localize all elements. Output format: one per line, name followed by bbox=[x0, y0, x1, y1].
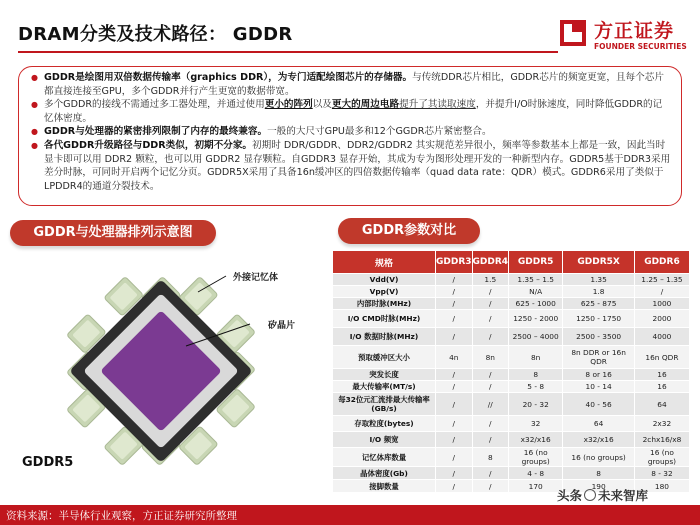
table-value-cell: 180 bbox=[635, 480, 689, 492]
table-value-cell: / bbox=[436, 298, 472, 309]
bullet-2-part-1: 多个GDDR的接线不需通过多工器处理，并通过使用 bbox=[44, 99, 265, 111]
table-value-cell: 8n DDR or 16n QDR bbox=[563, 346, 634, 368]
bullet-4-bold: 各代GDDR升级路径与DDR类似，初期不分家。 bbox=[44, 139, 253, 151]
bullet-4-text: 初期时 DDR/GDDR、DDR2/GDDR2 其实规范差异很小，频率等参数基本上都是一致，因此当时显卡即可以用 DDR2 颗粒，也可以用 GDDR2 显存颗粒。自GDDR3 显存开始，其成为专为图形处理开发的一种新型内存。GDDR5基于DDR3采用差分时脉，可同时开启两个记忆分页。GDDR5X采用了具备16n缓冲区的四倍数据传输率（quad data rate：QDR）模式。GDDR6采用了类似于LPDDR4的通道分裂技术。 bbox=[44, 139, 671, 192]
table-value-cell: / bbox=[473, 416, 509, 431]
table-value-cell: / bbox=[436, 432, 472, 447]
table-value-cell: / bbox=[436, 381, 472, 392]
table-header-2: GDDR4 bbox=[473, 251, 509, 273]
bullet-2-underline-2: 更大的周边电路 bbox=[331, 99, 400, 111]
label-external-memory: 外接记忆体 bbox=[233, 273, 279, 283]
table-value-cell: 170 bbox=[509, 480, 562, 492]
table-spec-cell: I/O 数据时脉(MHz) bbox=[333, 328, 435, 345]
bullet-1 bbox=[31, 71, 671, 98]
logo-text-en: FOUNDER SECURITIES bbox=[594, 42, 687, 51]
table-spec-cell: 接脚数量 bbox=[333, 480, 435, 492]
table-value-cell: / bbox=[436, 416, 472, 431]
table-header-3: GDDR5 bbox=[509, 251, 562, 273]
table-value-cell: 16 (no groups) bbox=[509, 448, 562, 466]
table-row bbox=[333, 274, 689, 285]
table-value-cell: / bbox=[436, 328, 472, 345]
label-silicon-die: 矽晶片 bbox=[268, 321, 296, 331]
table-value-cell: 8 or 16 bbox=[563, 369, 634, 380]
table-header-1: GDDR3 bbox=[436, 251, 472, 273]
table-header-0: 规格 bbox=[333, 251, 435, 273]
table-row bbox=[333, 381, 689, 392]
title-underline bbox=[18, 51, 558, 53]
diagram-caption: GDDR5 bbox=[22, 455, 74, 470]
bullet-2-part-2: 以及 bbox=[312, 99, 332, 111]
table-spec-cell: 记忆体库数量 bbox=[333, 448, 435, 466]
table-spec-cell: 每32位元汇流排最大传输率(GB/s) bbox=[333, 393, 435, 415]
bullet-2-part-3: ，并提升I/O时脉速度，同时降低GDDR的记忆体密度。 bbox=[44, 99, 663, 124]
source-note: 资料来源：半导体行业观察，方正证券研究所整理 bbox=[6, 510, 237, 522]
table-value-cell: 2000 bbox=[635, 310, 689, 327]
table-value-cell: 32 bbox=[509, 416, 562, 431]
table-spec-cell: Vdd(V) bbox=[333, 274, 435, 285]
table-value-cell: / bbox=[473, 467, 509, 479]
table-value-cell: / bbox=[473, 286, 509, 297]
table-title: GDDR参数对比 bbox=[338, 218, 480, 244]
table-value-cell: 40 - 56 bbox=[563, 393, 634, 415]
table-value-cell: / bbox=[436, 480, 472, 492]
gddr-param-table bbox=[332, 250, 690, 493]
table-value-cell: / bbox=[473, 310, 509, 327]
table-value-cell: 64 bbox=[563, 416, 634, 431]
watermark bbox=[557, 486, 648, 504]
table-row bbox=[333, 416, 689, 431]
founder-logo bbox=[558, 12, 688, 58]
table-value-cell: 5 - 8 bbox=[509, 381, 562, 392]
table-value-cell: 1250 - 1750 bbox=[563, 310, 634, 327]
table-spec-cell: 存取粒度(bytes) bbox=[333, 416, 435, 431]
table-value-cell: 625 - 1000 bbox=[509, 298, 562, 309]
logo-text-cn: 方正证券 bbox=[594, 20, 675, 42]
table-spec-cell: 晶体密度(Gb) bbox=[333, 467, 435, 479]
table-value-cell: 1.25 – 1.35 bbox=[635, 274, 689, 285]
table-row bbox=[333, 286, 689, 297]
table-value-cell: 4n bbox=[436, 346, 472, 368]
table-value-cell: 10 - 14 bbox=[563, 381, 634, 392]
footer-bar bbox=[0, 505, 700, 525]
bullet-1-bold: GDDR是绘图用双倍数据传输率（graphics DDR），为专门适配绘图芯片的存储器。 bbox=[44, 72, 413, 83]
table-value-cell: / bbox=[473, 480, 509, 492]
table-value-cell: 2x32 bbox=[635, 416, 689, 431]
table-row bbox=[333, 467, 689, 479]
table-value-cell: 1250 - 2000 bbox=[509, 310, 562, 327]
table-value-cell: 625 - 875 bbox=[563, 298, 634, 309]
table-value-cell: / bbox=[436, 310, 472, 327]
bullet-4 bbox=[31, 139, 671, 193]
diagram-title: GDDR与处理器排列示意图 bbox=[10, 220, 216, 246]
founder-logo-icon bbox=[558, 18, 588, 48]
table-value-cell: / bbox=[473, 381, 509, 392]
table-row bbox=[333, 369, 689, 380]
table-spec-cell: 最大传输率(MT/s) bbox=[333, 381, 435, 392]
bullet-3-bold: GDDR与处理器的紧密排列限制了内存的最终兼容。 bbox=[44, 126, 268, 138]
table-value-cell: / bbox=[473, 369, 509, 380]
table-value-cell: 16 bbox=[635, 369, 689, 380]
table-value-cell: x32/x16 bbox=[563, 432, 634, 447]
gddr-processor-diagram bbox=[10, 248, 330, 488]
table-row bbox=[333, 298, 689, 309]
table-row bbox=[333, 448, 689, 466]
table-value-cell: 8n bbox=[473, 346, 509, 368]
table-value-cell: / bbox=[635, 286, 689, 297]
bullet-3-text: 一般的大尺寸GPU最多和12个GGDR芯片紧密整合。 bbox=[267, 126, 492, 138]
table-value-cell: 2chx16/x8 bbox=[635, 432, 689, 447]
table-value-cell: 2500 – 4000 bbox=[509, 328, 562, 345]
table-value-cell: / bbox=[473, 328, 509, 345]
table-spec-cell: I/O CMD时脉(MHz) bbox=[333, 310, 435, 327]
table-value-cell: 8 bbox=[563, 467, 634, 479]
table-value-cell: 16 (no groups) bbox=[635, 448, 689, 466]
table-header-4: GDDR5X bbox=[563, 251, 634, 273]
bullet-1-text: 与传统DDR芯片相比，GDDR芯片的频宽更宽，且每个芯片都直接连接至GPU，多个GDDR并行产生更宽的数据带宽。 bbox=[44, 72, 664, 97]
table-value-cell: / bbox=[436, 274, 472, 285]
table-value-cell: / bbox=[436, 369, 472, 380]
table-value-cell: 4 - 8 bbox=[509, 467, 562, 479]
table-value-cell: / bbox=[436, 286, 472, 297]
table-value-cell: 1000 bbox=[635, 298, 689, 309]
table-value-cell: 1.35 – 1.5 bbox=[509, 274, 562, 285]
table-value-cell: / bbox=[473, 298, 509, 309]
table-value-cell: 4000 bbox=[635, 328, 689, 345]
table-value-cell: 8 bbox=[509, 369, 562, 380]
table-value-cell: // bbox=[473, 393, 509, 415]
summary-box bbox=[18, 66, 682, 206]
table-spec-cell: 突发长度 bbox=[333, 369, 435, 380]
table-value-cell: / bbox=[436, 393, 472, 415]
table-value-cell: 1.8 bbox=[563, 286, 634, 297]
watermark-right: 未来智库 bbox=[598, 488, 649, 503]
table-row bbox=[333, 346, 689, 368]
table-value-cell: 8 bbox=[473, 448, 509, 466]
table-value-cell: 1.5 bbox=[473, 274, 509, 285]
table-value-cell: 16 bbox=[635, 381, 689, 392]
table-header-row bbox=[333, 251, 689, 273]
table-row bbox=[333, 310, 689, 327]
table-value-cell: N/A bbox=[509, 286, 562, 297]
table-value-cell: 8 - 32 bbox=[635, 467, 689, 479]
table-row bbox=[333, 328, 689, 345]
table-value-cell: 16 (no groups) bbox=[563, 448, 634, 466]
watermark-left: 头条 bbox=[557, 488, 583, 503]
table-value-cell: / bbox=[436, 448, 472, 466]
table-value-cell: 2500 - 3500 bbox=[563, 328, 634, 345]
table-spec-cell: I/O 频宽 bbox=[333, 432, 435, 447]
watermark-icon bbox=[584, 489, 596, 501]
table-header-5: GDDR6 bbox=[635, 251, 689, 273]
table-value-cell: 8n bbox=[509, 346, 562, 368]
bullet-2 bbox=[31, 98, 671, 125]
table-spec-cell: 预取缓冲区大小 bbox=[333, 346, 435, 368]
bullet-3 bbox=[31, 125, 671, 139]
bullet-2-underline-1: 更小的阵列 bbox=[264, 99, 313, 111]
table-value-cell: 190 bbox=[563, 480, 634, 492]
page-title: DRAM分类及技术路径： GDDR bbox=[18, 24, 293, 45]
table-spec-cell: Vpp(V) bbox=[333, 286, 435, 297]
table-value-cell: / bbox=[436, 467, 472, 479]
table-row bbox=[333, 393, 689, 415]
table-value-cell: 16n QDR bbox=[635, 346, 689, 368]
table-row bbox=[333, 432, 689, 447]
table-value-cell: / bbox=[473, 432, 509, 447]
table-value-cell: 20 - 32 bbox=[509, 393, 562, 415]
table-spec-cell: 内部时脉(MHz) bbox=[333, 298, 435, 309]
table-value-cell: 1.35 bbox=[563, 274, 634, 285]
bullet-2-underline-3: 提升了其读取速度 bbox=[399, 99, 476, 111]
table-value-cell: 64 bbox=[635, 393, 689, 415]
table-value-cell: x32/x16 bbox=[509, 432, 562, 447]
